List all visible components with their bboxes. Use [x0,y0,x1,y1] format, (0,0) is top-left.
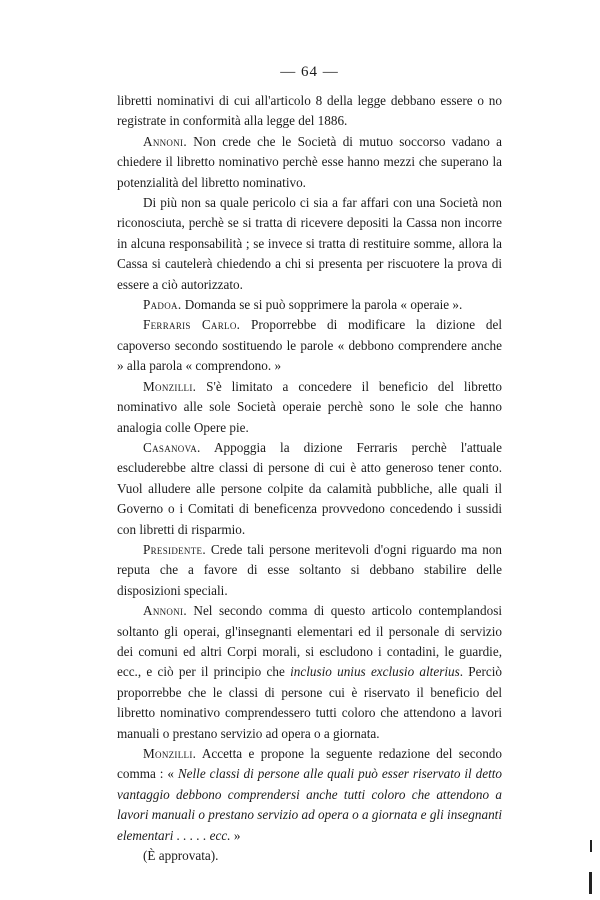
paragraph-text: libretti nominativi di cui all'articolo 8 della legge debbano essere o no registrate in conformità alla legge del 1886. [117,93,502,129]
page-edge-mark-bottom [589,872,592,894]
paragraph-annoni-3 [117,601,502,744]
paragraph-text: Di più non sa quale pericolo ci sia a far affari con una Società non riconosciuta, perchè se si tratta di ricevere depositi la Cassa non incorre in alcuna responsabilità ; se invece si tratta di restituire somme, allora la Cassa si cautelerà chiedendo a chi si presenta per riscuotere la prova di essere a ciò autorizzato. [117,195,502,292]
speaker-name: Casanova. [143,439,201,455]
paragraph-text: Domanda se si può sopprimere la parola « operaie ». [181,297,463,313]
paragraph-ferraris [117,315,502,376]
paragraph-text: Crede tali persone meritevoli d'ogni riguardo ma non reputa che a favore di esse soltanto si debbano stabilire delle disposizioni speciali. [117,541,502,598]
paragraph-text: Appoggia la dizione Ferraris perchè l'attuale escluderebbe altre classi di persone di cui è atto generoso tener conto. Vuol alludere alle persone colpite da calamità pubbliche, alle quali il Governo o i Comitati di beneficenza provvedono concedendo i sussidi con libretti di risparmio. [117,439,502,537]
page-number: — 64 — [280,64,339,80]
paragraph-text: Non crede che le Società di mutuo soccorso vadano a chiedere il libretto nominativo perchè esse hanno mezzi che superano la potenzialità del libretto nominativo. [117,133,502,190]
document-page [117,62,502,866]
paragraph-continuation [117,91,502,132]
speaker-name: Monzilli. [143,746,197,761]
paragraph-text: . Perciò proporrebbe che le classi di persone cui è riservato il beneficio del libretto nominativo comprendessero tutti coloro che attendono a lavori manuali o prestano servizio ad opera o a giornata. [117,664,502,741]
paragraph-casanova [117,438,502,540]
paragraph-text: S'è limitato a concedere il beneficio del libretto nominativo alle sole Società operaie perchè sono le sole che hanno analogia colle Opere pie. [117,378,502,435]
paragraph-text: Nel secondo comma di questo articolo contemplandosi soltanto gli operai, gl'insegnanti elementari ed il personale di servizio dei comuni ed altri Corpi morali, si escludono i contadini, le guardie, ecc., e ciò per il principio che [117,603,502,680]
paragraph-presidente [117,540,502,601]
paragraph-text: Proporrebbe di modificare la dizione del capoverso secondo sostituendo le parole « debbono comprendere anche » alla parola « comprendono. » [117,317,502,374]
paragraph-text: » [230,827,241,843]
proposed-wording: Nelle classi di persone alle quali può esser riservato il detto vantaggio debbono comprendersi anche tutti coloro che attendono a lavori manuali o prestano servizio ad opera o a giornata e gli insegnanti elementari . . . . . ecc. [117,766,502,843]
paragraph-padoa [117,295,502,315]
speaker-name: Monzilli. [143,378,197,394]
speaker-name: Annoni. [143,603,187,619]
paragraph-text: Accetta e propone la seguente redazione del secondo comma : « [117,746,502,782]
speaker-name: Padoa. [143,297,182,313]
paragraph-annoni-1 [117,132,502,193]
paragraph-text: (È approvata). [143,848,219,864]
speaker-name: Annoni. [143,133,187,149]
paragraph-annoni-2 [117,193,502,295]
speaker-name: Ferraris Carlo. [143,317,241,333]
page-edge-mark-top [590,840,592,852]
latin-phrase: inclusio unius exclusio alterius [290,664,460,680]
speaker-name: Presidente. [143,541,206,557]
paragraph-monzilli-2 [117,744,502,846]
paragraph-approved [117,846,502,866]
paragraph-monzilli-1 [117,377,502,438]
